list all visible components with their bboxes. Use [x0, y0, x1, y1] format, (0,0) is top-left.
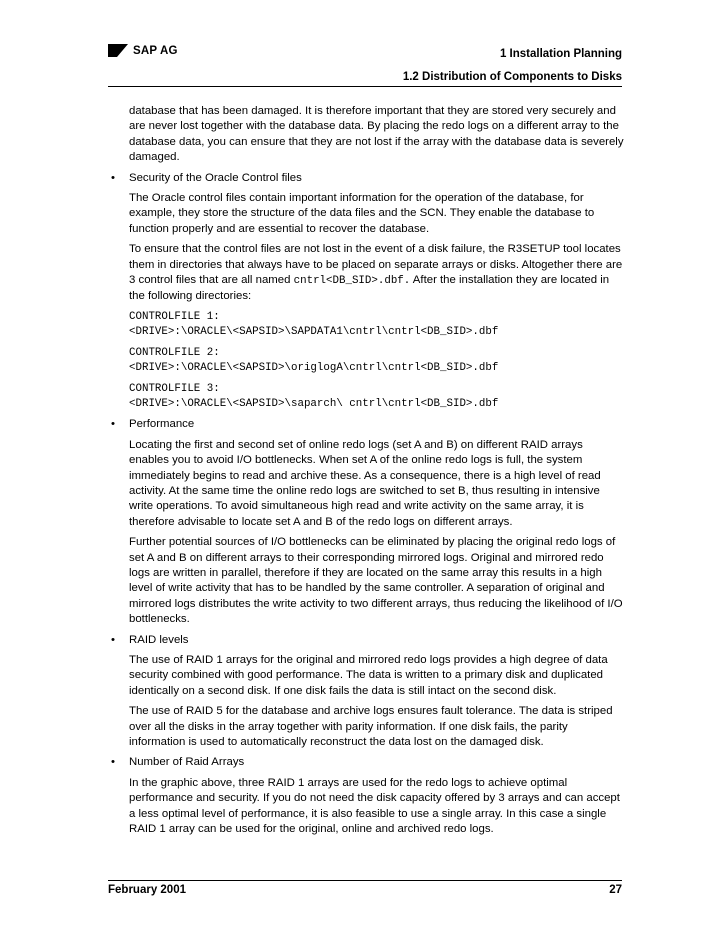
bullet-raid-arrays	[111, 755, 624, 770]
section-title: 1.2 Distribution of Components to Disks	[402, 71, 622, 83]
controlfile-label: CONTROLFILE 1:	[129, 310, 220, 323]
page-number: 27	[609, 884, 622, 896]
footer-rule	[108, 880, 622, 881]
bullet-label: RAID levels	[129, 633, 189, 646]
bullet-label: Performance	[129, 418, 195, 431]
page-content	[108, 104, 624, 842]
header-rule	[108, 86, 622, 87]
controlfile-3	[129, 382, 624, 413]
bullet-icon: •	[111, 756, 115, 769]
bullet-control-files	[111, 171, 624, 186]
controlfile-1	[129, 310, 624, 341]
bullet-icon: •	[111, 418, 115, 431]
raid-levels-paragraph-1: The use of RAID 1 arrays for the original and mirrored redo logs provides a high degree of data security combined with good performance. The data is written to a primary disk and duplicated identically on a second disk. If one disk fails the data is still intact on the second disk.	[129, 654, 608, 697]
bullet-icon: •	[111, 171, 115, 184]
performance-paragraph-1: Locating the first and second set of online redo logs (set A and B) on different RAID arrays enables you to avoid I/O bottlenecks. When set A of the online redo logs is full, the system immediately begins to read and archive these. As a consequence, there is a high level of read activity. At the same time the online redo logs are switched to set B, thus resulting in intensive write operations. To avoid simultaneous high read and write activity on the same array, it is therefore advisable to locate set A and B of the redo logs on different arrays.	[129, 438, 601, 528]
text-fragment: After the installation they are located in the following directories:	[129, 274, 610, 303]
sap-logo-icon	[108, 44, 128, 57]
controlfile-path: <DRIVE>:\ORACLE\<SAPSID>\SAPDATA1\cntrl\cntrl<DB_SID>.dbf	[129, 326, 499, 339]
controlfile-label: CONTROLFILE 2:	[129, 346, 220, 359]
control-files-paragraph-2	[129, 242, 624, 305]
bullet-label: Number of Raid Arrays	[129, 756, 245, 769]
text-fragment: To ensure that the control files are not lost in the event of a disk failure, the R3SETUP tool locates them in directories that always have to be placed on separate arrays or disks. Altogether there are 3 control files that are all named	[129, 243, 623, 287]
bullet-label: Security of the Oracle Control files	[129, 171, 302, 184]
control-files-paragraph-1: The Oracle control files contain important information for the operation of the database, for example, they store the structure of the data files and the SCN. They enable the database to function properly and are essential to recover the database.	[129, 192, 595, 235]
controlfile-label: CONTROLFILE 3:	[129, 382, 220, 395]
chapter-title: 1 Installation Planning	[499, 48, 622, 60]
header-right	[403, 43, 622, 89]
intro-paragraph: database that has been damaged. It is therefore important that they are stored very securely and are never lost together with the database data. By placing the redo logs on a different array to the database data, you can ensure that they are not lost if the array with the database data is severely damaged.	[129, 105, 624, 164]
bullet-performance	[111, 417, 624, 432]
controlfile-path: <DRIVE>:\ORACLE\<SAPSID>\origlogA\cntrl\cntrl<DB_SID>.dbf	[129, 362, 499, 375]
performance-paragraph-2: Further potential sources of I/O bottlenecks can be eliminated by placing the original redo logs of set A and B on different arrays to their corresponding mirrored logs. Original and mirrored redo logs are written in parallel, therefore if they are located on the same array this results in a high level of write activity that has to be handled by the same controller. A separation of original and mirrored logs distributes the write activity to two different arrays, thus reducing the likelihood of I/O bottlenecks.	[129, 536, 623, 626]
raid-arrays-paragraph-1: In the graphic above, three RAID 1 arrays are used for the redo logs to achieve optimal performance and security. If you do not need the disk capacity offered by 3 arrays and can accept a less optimal level of performance, it is also feasible to use a single array. In this case a single RAID 1 array can be used for the original, online and archived redo logs.	[129, 776, 620, 836]
controlfile-2	[129, 346, 624, 377]
footer-date: February 2001	[108, 884, 186, 896]
bullet-raid-levels	[111, 633, 624, 648]
company-name: SAP AG	[133, 44, 178, 57]
inline-code: cntrl<DB_SID>.dbf.	[293, 275, 411, 288]
bullet-icon: •	[111, 633, 115, 646]
header-left	[108, 44, 178, 57]
controlfile-path: <DRIVE>:\ORACLE\<SAPSID>\saparch\ cntrl\cntrl<DB_SID>.dbf	[129, 397, 499, 410]
raid-levels-paragraph-2: The use of RAID 5 for the database and archive logs ensures fault tolerance. The data is striped over all the disks in the array together with parity information. If one disk fails, the parity information is used to automatically reconstruct the data lost on the damaged disk.	[129, 705, 613, 749]
